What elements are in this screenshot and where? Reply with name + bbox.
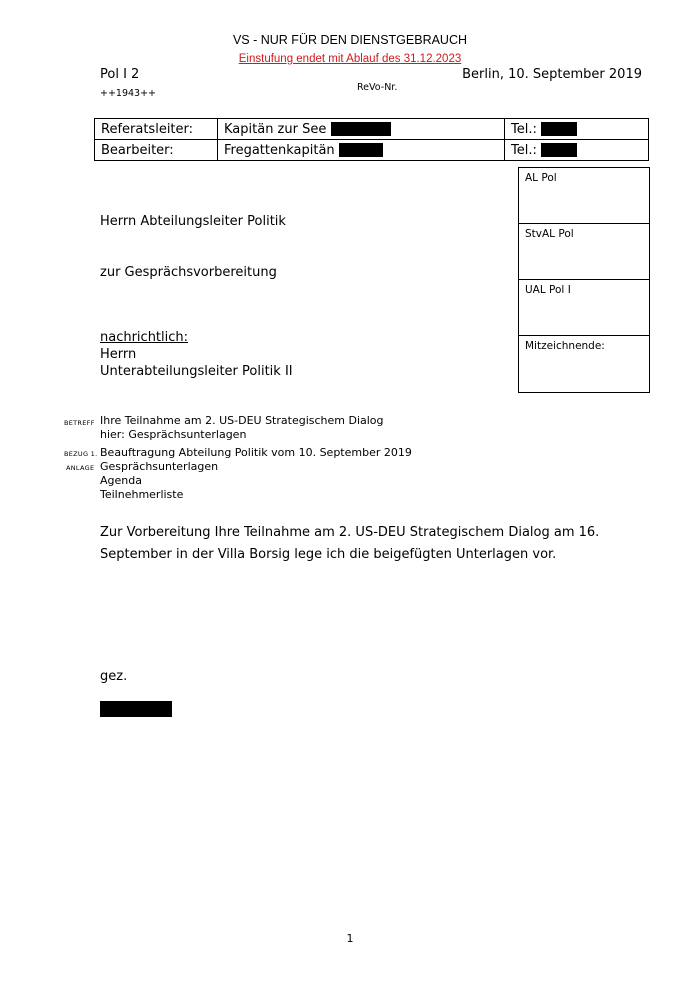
approval-box <box>518 167 650 393</box>
betreff-label: BETREFF <box>64 419 95 427</box>
classification-marking: VS - NUR FÜR DEN DIENSTGEBRAUCH <box>232 33 468 47</box>
approval-cell-stval-pol: StvAL Pol <box>519 224 649 280</box>
phone-label: Tel.: <box>511 142 537 158</box>
contact-row <box>95 119 649 140</box>
anlage-item: Teilnehmerliste <box>100 488 184 501</box>
anlage-item: Agenda <box>100 474 142 487</box>
redaction-bar <box>331 122 391 136</box>
cc-salutation: Herrn <box>100 347 137 362</box>
signature-redaction <box>100 701 172 717</box>
addressee: Herrn Abteilungsleiter Politik <box>100 214 286 229</box>
place-and-date: Berlin, 10. September 2019 <box>462 67 642 82</box>
office-code: Pol I 2 <box>100 67 140 82</box>
redaction-bar <box>339 143 383 157</box>
cc-label: nachrichtlich: <box>100 330 189 345</box>
approval-cell-ual-pol: UAL Pol I <box>519 280 649 336</box>
anlage-label: ANLAGE <box>66 464 95 472</box>
body-paragraph: Zur Vorbereitung Ihre Teilnahme am 2. US-DEU Strategischem Dialog am 16. September in der Villa Borsig lege ich die beigefügten Unterlagen vor. <box>100 525 600 562</box>
purpose: zur Gesprächsvorbereitung <box>100 265 277 280</box>
contact-row <box>95 140 649 161</box>
contact-name-cell <box>218 119 505 140</box>
revo-number-label: ReVo-Nr. <box>357 82 398 93</box>
contact-phone-cell <box>505 119 649 140</box>
betreff-hier: hier: Gesprächsunterlagen <box>100 428 247 441</box>
page-number: 1 <box>346 932 354 945</box>
approval-cell-mitzeichnende: Mitzeichnende: <box>525 340 605 352</box>
redaction-bar <box>541 122 577 136</box>
contact-title: Fregattenkapitän <box>224 142 335 158</box>
contact-title: Kapitän zur See <box>224 121 327 137</box>
contacts-table <box>94 118 649 161</box>
signature-prefix: gez. <box>100 669 128 684</box>
phone-label: Tel.: <box>511 121 537 137</box>
reference-number: ++1943++ <box>100 88 157 99</box>
contact-role: Bearbeiter: <box>95 140 218 161</box>
bezug-text: Beauftragung Abteilung Politik vom 10. September 2019 <box>100 446 412 459</box>
betreff-line: Ihre Teilnahme am 2. US-DEU Strategischem Dialog <box>100 414 384 427</box>
redaction-bar <box>541 143 577 157</box>
contact-name-cell <box>218 140 505 161</box>
contact-phone-cell <box>505 140 649 161</box>
approval-cell-al-pol: AL Pol <box>519 168 649 224</box>
bezug-label: BEZUG 1. <box>64 450 98 458</box>
classification-expiry: Einstufung endet mit Ablauf des 31.12.2023 <box>238 53 462 65</box>
anlage-item: Gesprächsunterlagen <box>100 460 219 473</box>
contact-role: Referatsleiter: <box>95 119 218 140</box>
cc-recipient: Unterabteilungsleiter Politik II <box>100 364 293 379</box>
